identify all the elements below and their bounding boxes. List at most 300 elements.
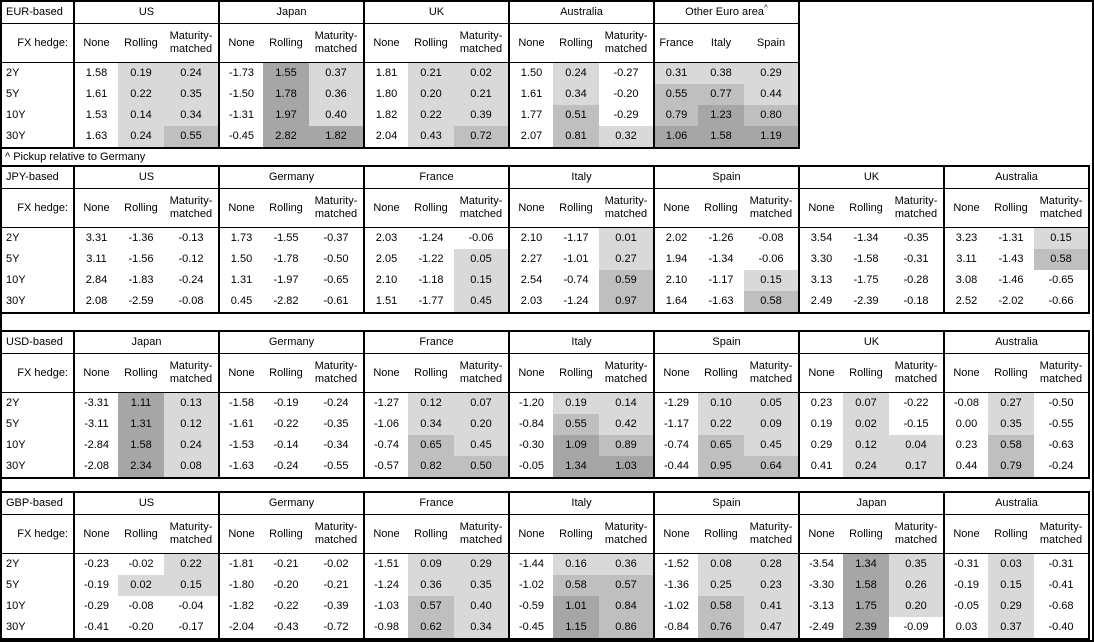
data-cell: 0.55 [164,126,219,148]
data-cell: 1.01 [553,596,599,617]
country-name: US [138,497,155,509]
country-group-header [654,166,799,189]
country-name: UK [863,171,880,183]
data-cell: -0.22 [273,600,299,612]
data-cell: 1.78 [263,84,309,105]
data-cell: 0.64 [744,456,799,478]
hedge-col-header: None [944,515,988,554]
data-cell: -0.24 [178,274,204,286]
data-cell: -0.72 [323,621,349,633]
hedge-col-header: Rolling [263,189,309,228]
base-currency-label: USD-based [1,331,74,354]
hedge-col-header: None [654,515,698,554]
tenor-label: 10Y [6,274,26,286]
country-name: Italy [571,336,592,348]
data-cell: 0.31 [654,63,698,85]
data-cell: 1.81 [364,63,408,85]
data-cell: 0.21 [408,63,454,85]
data-cell: 1.06 [654,126,698,148]
country-name: US [138,171,155,183]
data-cell: -1.31 [998,232,1024,244]
data-cell: 0.77 [698,84,744,105]
table-row [1,63,799,85]
data-cell: -0.35 [903,232,929,244]
data-cell: -1.29 [654,393,698,415]
data-cell: -0.22 [273,418,299,430]
data-cell: 0.22 [118,84,164,105]
data-cell: 0.17 [889,456,944,478]
data-cell: -0.84 [509,414,553,435]
hedge-col-header: None [654,189,698,228]
fx-hedge-label: FX hedge: [1,189,74,228]
data-cell: 0.55 [654,84,698,105]
country-name: US [138,6,155,18]
data-cell: 0.14 [118,105,164,126]
data-cell: 0.65 [698,435,744,456]
data-cell: -1.80 [219,575,263,596]
data-cell: -0.19 [944,575,988,596]
data-cell: 3.23 [944,228,988,250]
hedge-col-header: Maturity-matched [454,515,509,554]
data-cell: -1.36 [128,232,154,244]
data-cell: -1.24 [364,575,408,596]
data-cell: 0.34 [164,105,219,126]
table-row [1,105,799,126]
data-cell: 0.44 [744,84,799,105]
data-cell: 0.19 [118,63,164,85]
data-cell: -3.31 [74,393,118,415]
data-cell: -3.11 [74,414,118,435]
country-name: Australia [995,497,1038,509]
subcountry-col-header: Italy [698,24,744,63]
data-cell: 0.19 [553,393,599,415]
data-cell: -0.63 [1048,439,1074,451]
data-cell: -0.08 [178,295,204,307]
country-name: UK [428,6,445,18]
table-row [1,575,1089,596]
data-cell: 2.49 [799,291,843,313]
data-cell: -3.13 [799,596,843,617]
tenor-label: 30Y [6,130,26,142]
country-group-header [364,492,509,515]
data-cell: -1.34 [708,253,734,265]
data-cell: 0.40 [309,105,364,126]
country-name: France [419,497,454,509]
hedge-col-header: Maturity-matched [744,515,799,554]
hedge-col-header: Rolling [698,354,744,393]
data-cell: 0.20 [454,414,509,435]
data-cell: 0.62 [408,617,454,639]
data-cell: -0.98 [364,617,408,639]
data-cell: -1.63 [219,456,263,478]
country-group-header [509,331,654,354]
data-cell: 2.34 [118,456,164,478]
data-cell: -0.27 [613,67,639,79]
country-group-header [74,492,219,515]
data-cell: 0.34 [553,84,599,105]
data-cell: 0.15 [988,575,1034,596]
tenor-label: 2Y [6,558,20,570]
country-group-header [74,331,219,354]
data-cell: -1.44 [509,554,553,576]
country-name: France [419,336,454,348]
hedge-col-header: Rolling [843,189,889,228]
data-cell: -0.18 [903,295,929,307]
data-cell: 1.82 [364,105,408,126]
data-cell: -0.08 [128,600,154,612]
data-cell: 0.39 [454,105,509,126]
hedge-col-header: Maturity-matched [599,354,654,393]
data-cell: -0.22 [903,397,929,409]
hedge-col-header: Rolling [263,24,309,63]
data-cell: 0.36 [408,575,454,596]
data-cell: -0.29 [74,596,118,617]
data-cell: 0.09 [408,554,454,576]
data-cell: -0.23 [74,554,118,576]
data-cell: -0.35 [323,418,349,430]
data-cell: -0.19 [74,575,118,596]
data-cell: 1.61 [509,84,553,105]
data-cell: 2.84 [74,270,118,291]
data-cell: 0.27 [988,393,1034,415]
data-cell: 1.50 [219,249,263,270]
data-cell: -0.24 [273,460,299,472]
data-cell: 2.03 [509,291,553,313]
data-cell: -0.74 [654,435,698,456]
data-cell: -1.31 [219,105,263,126]
data-cell: 0.04 [889,435,944,456]
tenor-label: 10Y [6,439,26,451]
data-cell: 0.51 [553,105,599,126]
hedge-col-header: Maturity-matched [309,24,364,63]
country-name: Italy [571,171,592,183]
data-cell: 1.75 [843,596,889,617]
data-cell: -0.06 [468,232,494,244]
data-cell: 0.14 [599,393,654,415]
data-cell: 2.54 [509,270,553,291]
country-group-header [799,166,944,189]
data-cell: -2.82 [273,295,299,307]
data-cell: 0.05 [454,249,509,270]
hedge-col-header: None [219,189,263,228]
data-cell: 0.29 [799,435,843,456]
data-cell: -1.34 [853,232,879,244]
country-group-header [509,492,654,515]
data-cell: -0.30 [509,435,553,456]
country-name: Japan [276,6,307,18]
data-cell: 0.29 [454,554,509,576]
hedge-col-header: Maturity-matched [164,354,219,393]
fx-pickup-table-gbp [0,491,1090,640]
data-cell: -0.44 [654,456,698,478]
hedge-col-header: Rolling [843,515,889,554]
hedge-col-header: None [219,24,263,63]
country-group-header [219,331,364,354]
hedge-col-header: None [74,24,118,63]
hedge-col-header: Rolling [118,354,164,393]
data-cell: -0.61 [323,295,349,307]
data-cell: 0.47 [744,617,799,639]
data-cell: -0.57 [364,456,408,478]
data-cell: 0.24 [553,63,599,85]
table-row [1,435,1089,456]
data-cell: -0.66 [1048,295,1074,307]
hedge-col-header: Maturity-matched [599,515,654,554]
data-cell: 1.53 [74,105,118,126]
data-cell: 1.19 [744,126,799,148]
data-cell: -0.09 [903,621,929,633]
country-name: Italy [571,497,592,509]
data-cell: 0.84 [599,596,654,617]
data-cell: -0.55 [1048,418,1074,430]
data-cell: 0.07 [843,393,889,415]
hedge-col-header: Rolling [698,515,744,554]
tenor-label: 10Y [6,109,26,121]
country-name: Spain [712,171,741,183]
data-cell: 1.55 [263,63,309,85]
data-cell: -0.40 [1048,621,1074,633]
data-cell: 1.09 [553,435,599,456]
country-name: Japan [856,497,887,509]
fx-pickup-table-eur [0,0,800,149]
data-cell: -1.55 [273,232,299,244]
data-cell: -0.37 [323,232,349,244]
hedge-col-header: Maturity-matched [1034,189,1089,228]
data-cell: -0.84 [654,617,698,639]
country-group-header [509,166,654,189]
data-cell: 3.08 [944,270,988,291]
hedge-col-header: None [944,189,988,228]
data-cell: 3.31 [74,228,118,250]
data-cell: -0.24 [1048,460,1074,472]
hedge-col-header: Rolling [553,515,599,554]
data-cell: -1.06 [364,414,408,435]
data-cell: -0.20 [273,579,299,591]
data-cell: -3.54 [799,554,843,576]
tenor-label: 5Y [6,88,20,100]
data-cell: 0.89 [599,435,654,456]
hedge-col-header: None [74,515,118,554]
data-cell: -0.50 [1048,397,1074,409]
country-group-header [944,166,1089,189]
data-cell: -0.39 [323,600,349,612]
data-cell: -1.58 [219,393,263,415]
hedge-col-header: Maturity-matched [744,189,799,228]
data-cell: 0.26 [889,575,944,596]
data-cell: 1.31 [219,270,263,291]
data-cell: 0.97 [599,291,654,313]
data-cell: -0.24 [323,397,349,409]
tenor-label: 5Y [6,418,20,430]
data-cell: -1.52 [654,554,698,576]
country-group-header [219,492,364,515]
data-cell: 0.41 [744,596,799,617]
table-row [1,270,1089,291]
data-cell: 2.52 [944,291,988,313]
hedge-col-header: None [364,24,408,63]
data-cell: -0.31 [903,253,929,265]
data-cell: 0.44 [944,456,988,478]
data-cell: -0.45 [219,126,263,148]
data-cell: 1.23 [698,105,744,126]
data-cell: 0.01 [599,228,654,250]
data-cell: -1.73 [219,63,263,85]
data-cell: 3.30 [799,249,843,270]
data-cell: 0.80 [744,105,799,126]
data-cell: -1.53 [219,435,263,456]
country-name: Spain [712,336,741,348]
data-cell: 1.51 [364,291,408,313]
data-cell: 0.24 [843,456,889,478]
data-cell: -1.17 [563,232,589,244]
data-cell: -1.17 [708,274,734,286]
data-cell: -0.15 [903,418,929,430]
hedge-col-header: None [799,515,843,554]
country-group-header [654,492,799,515]
hedge-col-header: Rolling [263,354,309,393]
hedge-col-header: Maturity-matched [164,515,219,554]
hedge-col-header: Maturity-matched [1034,515,1089,554]
hedge-col-header: Rolling [408,515,454,554]
table-row [1,596,1089,617]
country-group-header [509,1,654,24]
data-cell: 0.13 [164,393,219,415]
base-currency-label: EUR-based [1,1,74,24]
hedge-col-header: Maturity-matched [744,354,799,393]
table-row [1,456,1089,478]
data-cell: -1.02 [509,575,553,596]
data-cell: 2.27 [509,249,553,270]
data-cell: 2.39 [843,617,889,639]
fx-hedge-label: FX hedge: [1,515,74,554]
data-cell: -1.81 [219,554,263,576]
hedge-col-header: Rolling [118,189,164,228]
data-cell: 0.20 [408,84,454,105]
hedge-col-header: Rolling [988,189,1034,228]
data-cell: 3.11 [74,249,118,270]
data-cell: -0.45 [509,617,553,639]
data-cell: -1.24 [563,295,589,307]
hedge-col-header: Rolling [263,515,309,554]
data-cell: -0.21 [273,558,299,570]
data-cell: 1.11 [118,393,164,415]
data-cell: -0.31 [944,554,988,576]
data-cell: -2.59 [128,295,154,307]
hedge-col-header: None [509,189,553,228]
data-cell: 1.73 [219,228,263,250]
data-cell: -0.28 [903,274,929,286]
data-cell: 1.03 [599,456,654,478]
hedge-col-header: Maturity-matched [889,189,944,228]
hedge-col-header: Maturity-matched [889,515,944,554]
hedge-col-header: Maturity-matched [309,189,364,228]
data-cell: -1.78 [273,253,299,265]
data-cell: -1.26 [708,232,734,244]
country-name: UK [863,336,880,348]
footnote: ^ Pickup relative to Germany [5,151,146,163]
table-row [1,249,1089,270]
hedge-col-header: Maturity-matched [454,24,509,63]
data-cell: 0.03 [944,617,988,639]
hedge-col-header: Maturity-matched [309,515,364,554]
country-name: Australia [560,6,603,18]
country-group-header [654,331,799,354]
tenor-label: 2Y [6,232,20,244]
data-cell: -1.97 [273,274,299,286]
hedge-col-header: Rolling [553,354,599,393]
data-cell: 1.58 [698,126,744,148]
data-cell: 0.08 [164,456,219,478]
data-cell: 1.77 [509,105,553,126]
data-cell: 0.40 [454,596,509,617]
base-currency-label: JPY-based [1,166,74,189]
data-cell: 0.24 [164,435,219,456]
data-cell: 0.16 [553,554,599,576]
data-cell: 0.02 [118,575,164,596]
data-cell: 1.58 [74,63,118,85]
data-cell: 0.22 [698,414,744,435]
tenor-label: 30Y [6,621,26,633]
data-cell: -0.65 [323,274,349,286]
data-cell: 0.03 [988,554,1034,576]
country-group-header [944,492,1089,515]
data-cell: 0.57 [408,596,454,617]
data-cell: 0.08 [698,554,744,576]
hedge-col-header: Rolling [408,189,454,228]
data-cell: 0.12 [843,435,889,456]
data-cell: 2.04 [364,126,408,148]
data-cell: 0.38 [698,63,744,85]
table-row [1,554,1089,576]
data-cell: 0.36 [309,84,364,105]
hedge-col-header: Maturity-matched [309,354,364,393]
tenor-label: 2Y [6,67,20,79]
data-cell: 2.10 [364,270,408,291]
data-cell: 0.55 [553,414,599,435]
data-cell: 2.02 [654,228,698,250]
hedge-col-header: Maturity-matched [1034,354,1089,393]
fx-pickup-table-jpy [0,165,1090,314]
data-cell: -3.30 [799,575,843,596]
hedge-col-header: None [509,354,553,393]
data-cell: -0.02 [128,558,154,570]
country-name: Spain [712,497,741,509]
country-name: Germany [268,171,315,183]
hedge-col-header: Maturity-matched [889,354,944,393]
country-name: Australia [995,336,1038,348]
data-cell: 1.50 [509,63,553,85]
data-cell: 2.07 [509,126,553,148]
hedge-col-header: Rolling [408,354,454,393]
country-group-header [799,492,944,515]
country-group-header [364,331,509,354]
data-cell: 0.29 [988,596,1034,617]
tenor-label: 10Y [6,600,26,612]
data-cell: 3.54 [799,228,843,250]
data-cell: 0.79 [988,456,1034,478]
hedge-col-header: None [364,515,408,554]
data-cell: 0.58 [553,575,599,596]
data-cell: 0.23 [744,575,799,596]
data-cell: 0.35 [988,414,1034,435]
country-group-header [74,1,219,24]
data-cell: 0.36 [599,554,654,576]
data-cell: 0.42 [599,414,654,435]
data-cell: -1.03 [364,596,408,617]
data-cell: 2.03 [364,228,408,250]
data-cell: -1.58 [853,253,879,265]
data-cell: -1.82 [219,596,263,617]
